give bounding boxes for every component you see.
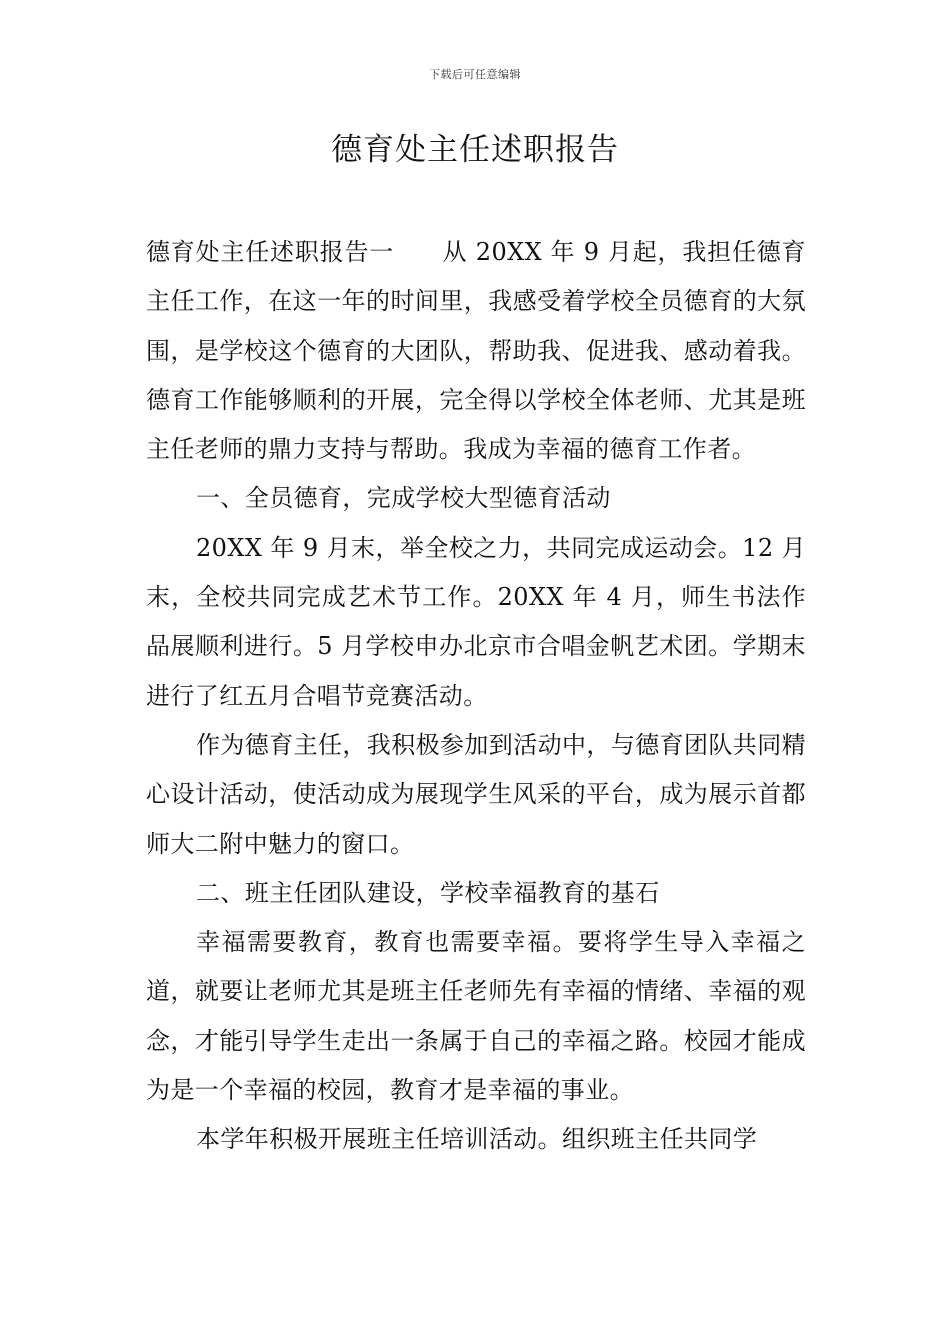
header-note: 下载后可任意编辑 [429,68,521,81]
section-heading-2: 二、班主任团队建设，学校幸福教育的基石 [196,878,660,907]
document-body [146,228,806,1165]
section-heading-1: 一、全员德育，完成学校大型德育活动 [196,484,611,513]
page-title: 德育处主任述职报告 [331,132,619,168]
paragraph-2: 20XX 年 9 月末，举全校之力，共同完成运动会。12 月末，全校共同完成艺术节工作。20XX 年 4 月，师生书法作品展顺利进行。5 月学校申办北京市合唱金帆艺术团。学期末进行了红五月合唱节竞赛活动。 [146,533,806,710]
paragraph-1-text: 从 20XX 年 9 月起，我担任德育主任工作，在这一年的时间里，我感受着学校全员德育的大氛围，是学校这个德育的大团队，帮助我、促进我、感动着我。德育工作能够顺利的开展，完全得以学校全体老师、尤其是班主任老师的鼎力支持与帮助。我成为幸福的德育工作者。 [146,238,806,464]
paragraph-3: 作为德育主任，我积极参加到活动中，与德育团队共同精心设计活动，使活动成为展现学生风采的平台，成为展示首都师大二附中魅力的窗口。 [146,730,806,858]
paragraph-4: 幸福需要教育，教育也需要幸福。要将学生导入幸福之道，就要让老师尤其是班主任老师先有幸福的情绪、幸福的观念，才能引导学生走出一条属于自己的幸福之路。校园才能成为是一个幸福的校园，教育才是幸福的事业。 [146,928,806,1105]
paragraph-intro [146,228,806,474]
intro-label: 德育处主任述职报告一 [146,238,395,266]
paragraph-5: 本学年积极开展班主任培训活动。组织班主任共同学 [196,1125,758,1154]
